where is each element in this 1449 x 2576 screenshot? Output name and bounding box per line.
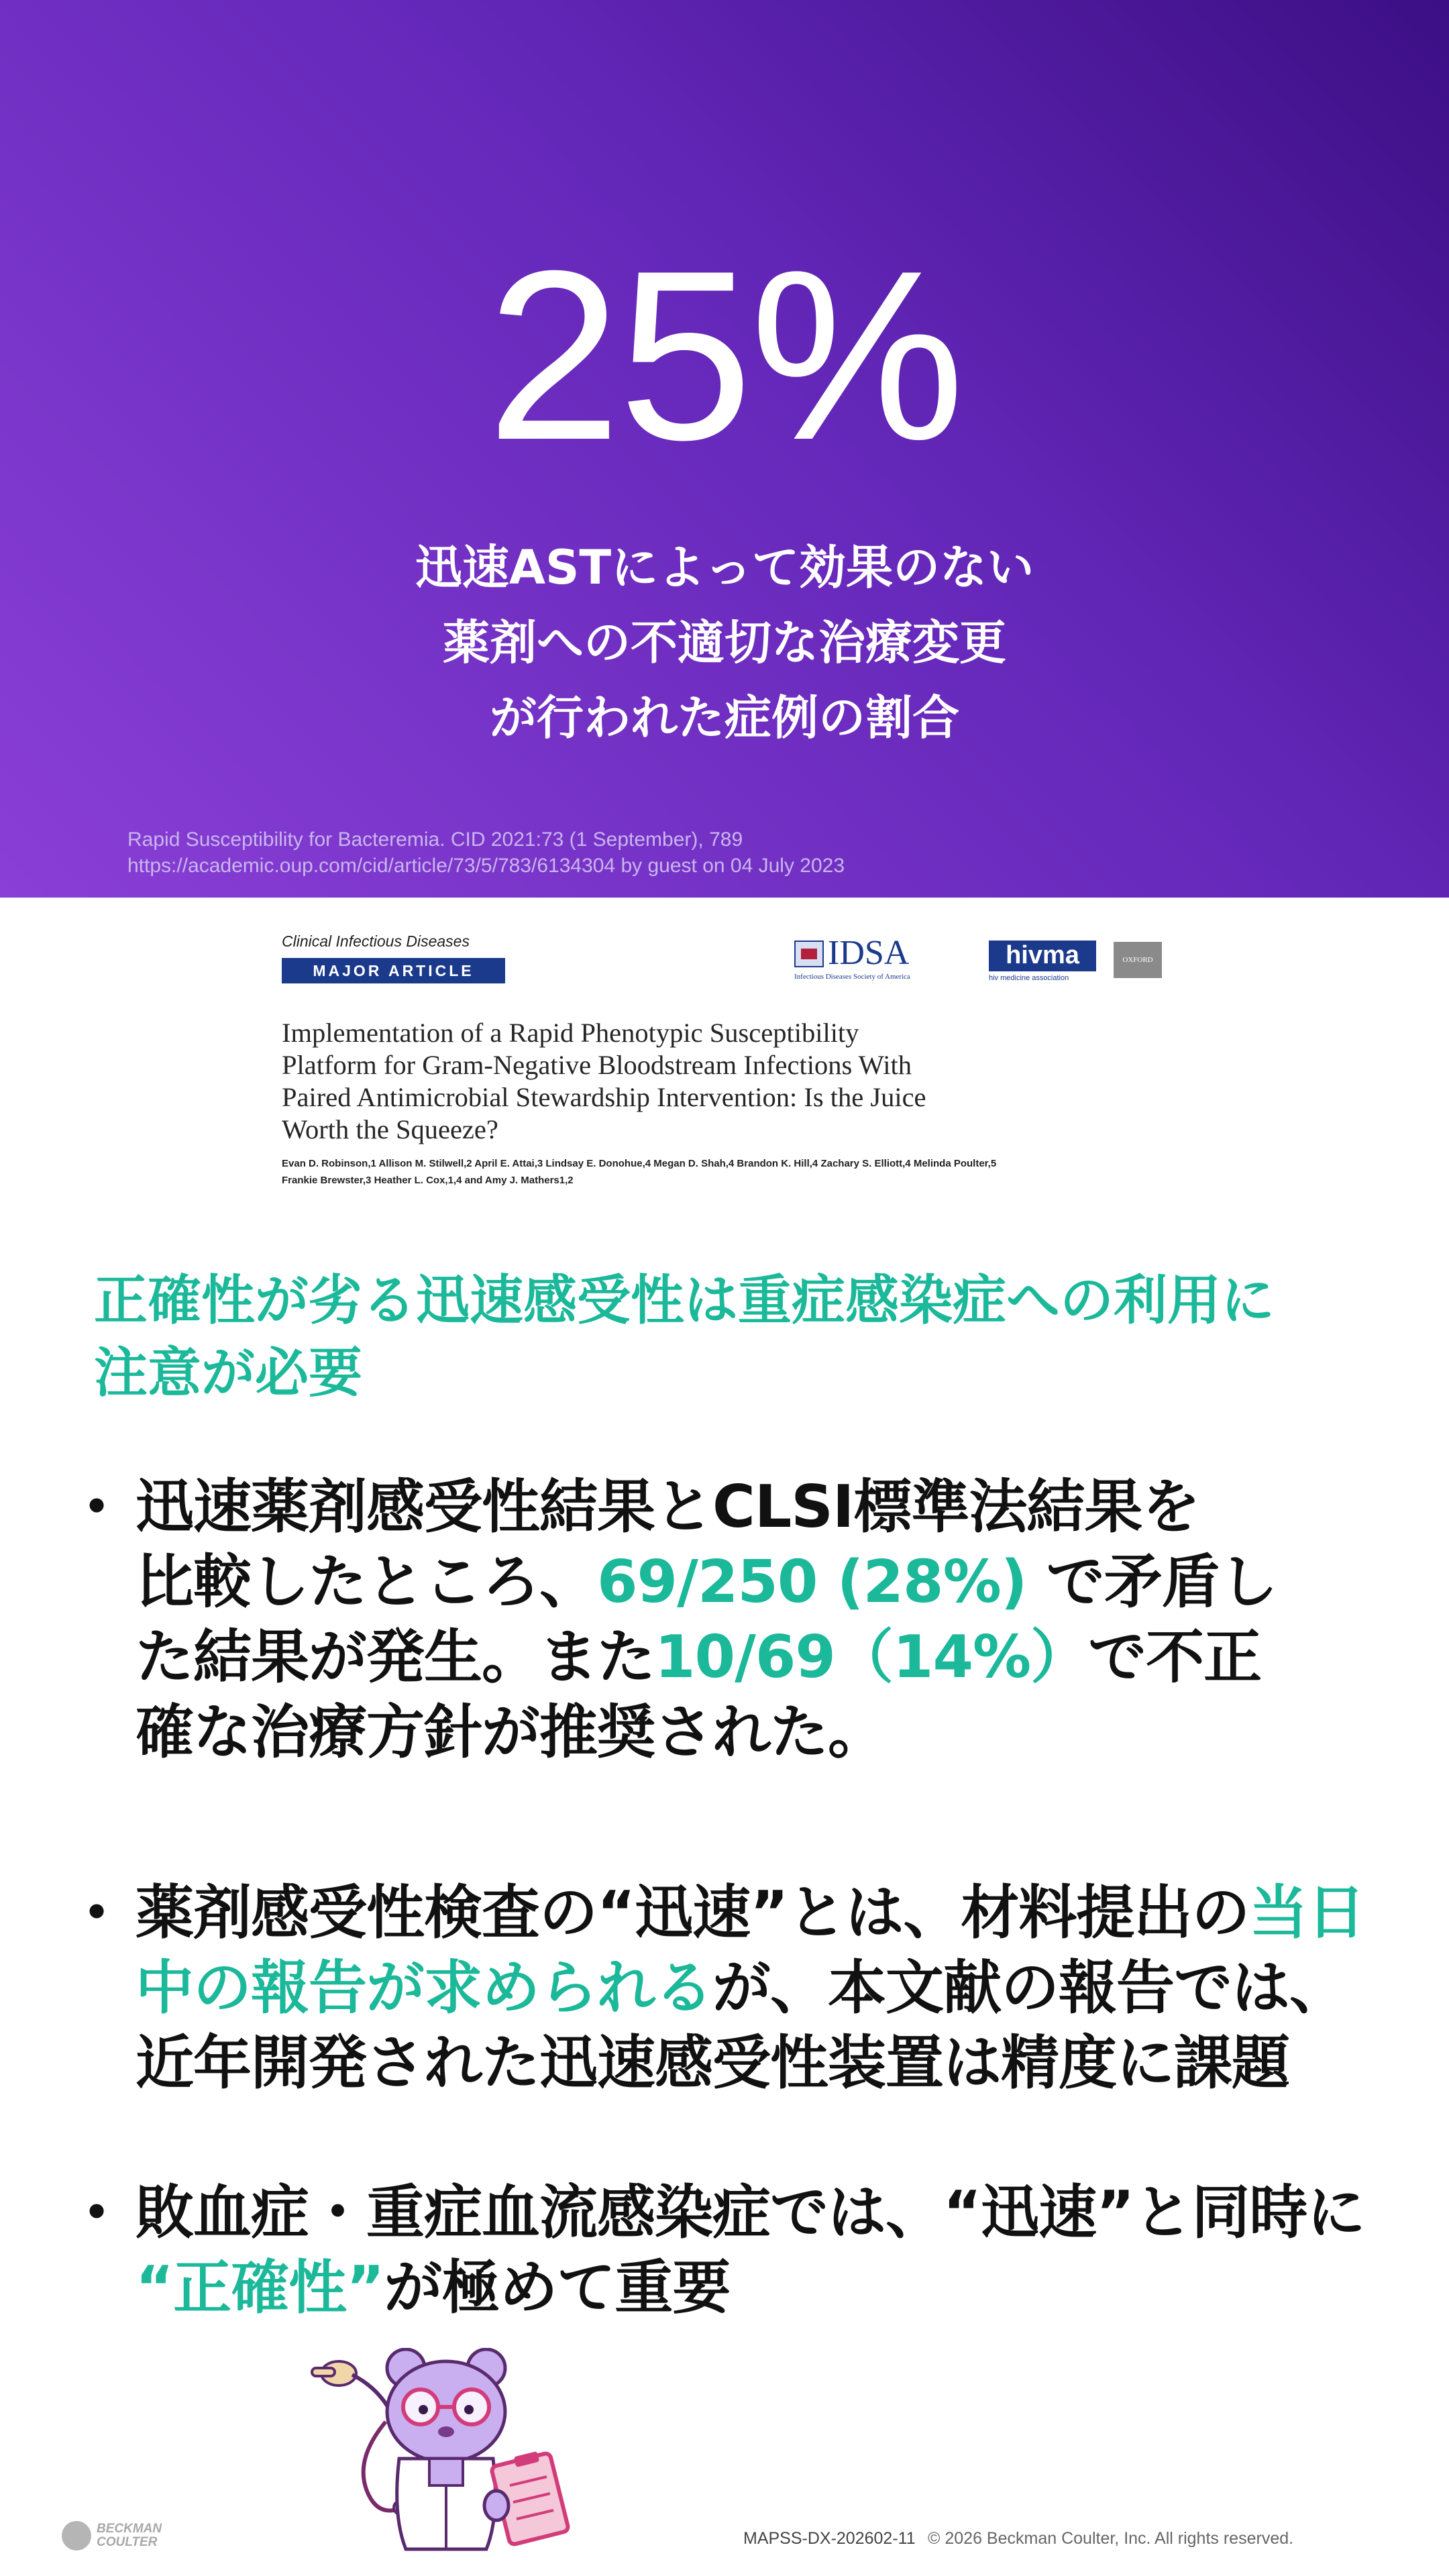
highlight-same-day: 当日 <box>1249 1878 1365 1947</box>
highlight-mismatch-rate: 69/250 (28%) <box>597 1548 1027 1616</box>
bullet-text-segment: が、本文献の報告では、 <box>712 1953 1347 2022</box>
doctor-mascot-illustration <box>305 2348 587 2556</box>
authors-line-2: Frankie Brewster,3 Heather L. Cox,1,4 and Amy J. Mathers1,2 <box>282 1175 574 1186</box>
highlight-report-required: 中の報告が求められる <box>136 1953 712 2022</box>
bullet-text-segment: た結果が発生。また <box>136 1623 655 1691</box>
hivma-logo-text: hivma <box>989 941 1096 971</box>
oxford-logo: OXFORD <box>1114 942 1162 978</box>
source-citation <box>127 826 845 879</box>
bullet-text-segment: で不正 <box>1088 1623 1262 1691</box>
hero-line-3: が行われた症例の割合 <box>490 690 959 745</box>
article-title <box>282 1017 1154 1146</box>
document-code: MAPSS-DX-202602-11 <box>743 2529 916 2548</box>
bullet-text <box>136 1469 1383 1770</box>
idsa-logo <box>794 934 935 982</box>
bullet-marker: • <box>83 1483 110 1530</box>
highlight-accuracy: “正確性” <box>136 2253 384 2322</box>
hivma-logo-subtitle: hiv medicine association <box>989 974 1069 982</box>
beckman-coulter-logo <box>62 2517 196 2555</box>
hero-description <box>0 530 1449 755</box>
heading-line-2: 注意が必要 <box>94 1342 362 1404</box>
bullet-text-segment: 近年開発された迅速感受性装置は精度に課題 <box>136 2029 1289 2097</box>
article-type-badge: MAJOR ARTICLE <box>282 958 505 983</box>
heading-line-1: 正確性が劣る迅速感受性は重症感染症への利用に <box>94 1269 1275 1332</box>
bullet-marker: • <box>83 2189 110 2236</box>
bullet-text <box>136 2175 1383 2325</box>
article-authors <box>282 1155 1154 1189</box>
beckman-coulter-logo-icon <box>62 2521 91 2551</box>
article-title-line: Platform for Gram-Negative Bloodstream Infections With <box>282 1050 912 1080</box>
article-title-line: Worth the Squeeze? <box>282 1114 498 1144</box>
section-heading <box>94 1265 1382 1409</box>
article-title-line: Implementation of a Rapid Phenotypic Susceptibility <box>282 1018 859 1048</box>
bullet-text-segment: 比較したところ、 <box>136 1548 597 1616</box>
source-line-2: https://academic.oup.com/cid/article/73/5/783/6134304 by guest on 04 July 2023 <box>127 855 845 877</box>
bullet-text-segment: 敗血症・重症血流感染症では、“迅速”と同時に <box>136 2178 1365 2247</box>
idsa-logo-text: IDSA <box>828 934 910 972</box>
idsa-logo-subtitle: Infectious Diseases Society of America <box>794 973 910 981</box>
logo-line-2: COULTER <box>97 2535 158 2549</box>
highlight-error-rate: 10/69（14%） <box>655 1623 1089 1691</box>
logo-wordmark <box>97 2522 162 2549</box>
bullet-marker: • <box>83 1889 110 1936</box>
bullet-text-segment: が極めて重要 <box>384 2253 731 2322</box>
hero-stat: 25% <box>486 221 963 490</box>
bullet-text-segment: 薬剤感受性検査の“迅速”とは、材料提出の <box>136 1878 1250 1947</box>
hero-banner <box>0 0 1449 898</box>
copyright-notice: © 2026 Beckman Coulter, Inc. All rights reserved. <box>928 2529 1294 2548</box>
authors-line-1: Evan D. Robinson,1 Allison M. Stilwell,2 April E. Attai,3 Lindsay E. Donohue,4 Megan D. Shah,4 Brandon K. Hill,4 Zachary S. Elliott,4 Melinda Poulter,5 <box>282 1158 997 1169</box>
hero-line-1: 迅速ASTによって効果のない <box>415 540 1034 595</box>
hero-line-2: 薬剤への不適切な治療変更 <box>443 615 1006 670</box>
bullet-text <box>136 1875 1383 2100</box>
hivma-logo <box>989 941 1096 982</box>
bullet-text-segment: 確な治療方針が推奨された。 <box>136 1698 885 1766</box>
idsa-shield-icon <box>794 941 824 967</box>
source-line-1: Rapid Susceptibility for Bacteremia. CID 2021:73 (1 September), 789 <box>127 828 743 851</box>
bullet-text-segment: 迅速薬剤感受性結果とCLSI標準法結果を <box>136 1472 1200 1541</box>
logo-line-1: BECKMAN <box>97 2522 162 2536</box>
article-title-line: Paired Antimicrobial Stewardship Intervention: Is the Juice <box>282 1082 926 1112</box>
bullet-text-segment: で矛盾し <box>1026 1548 1277 1616</box>
article-header-image <box>280 926 1166 1194</box>
journal-name: Clinical Infectious Diseases <box>282 932 470 950</box>
